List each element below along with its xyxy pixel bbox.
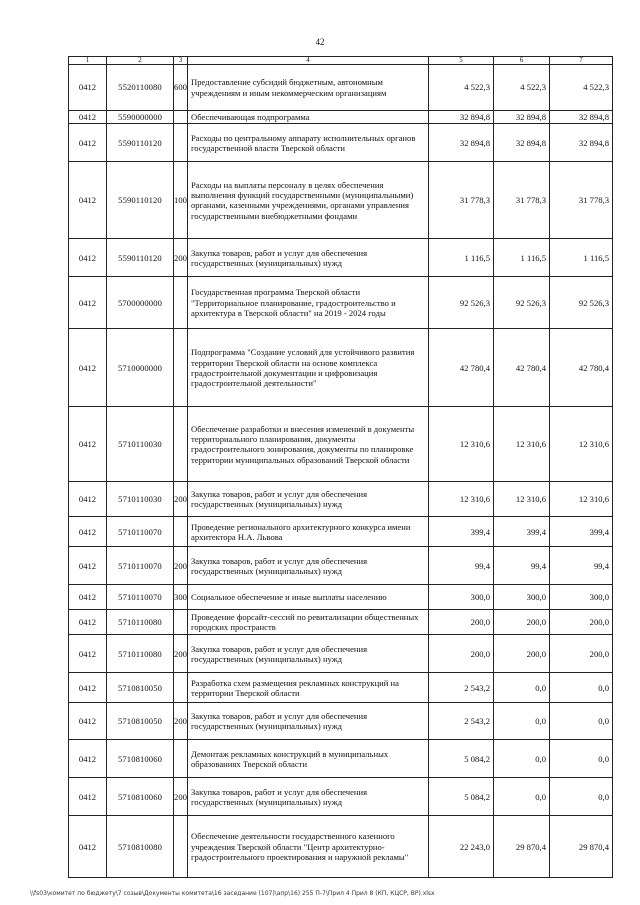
amount-col5-cell: 300,0 [429, 585, 494, 610]
expense-type-code-cell: 300 [174, 585, 188, 610]
header-cell-7: 7 [550, 57, 613, 65]
table-row [69, 407, 613, 482]
amount-col7-cell: 29 870,4 [550, 816, 613, 878]
header-cell-5: 5 [429, 57, 494, 65]
amount-col7-cell: 31 778,3 [550, 162, 613, 239]
amount-col5-cell: 200,0 [429, 610, 494, 635]
target-article-code-cell: 5710110070 [107, 547, 174, 585]
header-cell-4: 4 [188, 57, 429, 65]
amount-col5-cell: 92 526,3 [429, 277, 494, 329]
amount-col5-cell: 399,4 [429, 517, 494, 547]
expense-type-code-cell [174, 673, 188, 703]
section-code-cell: 0412 [69, 740, 107, 778]
amount-col6-cell: 32 894,8 [494, 124, 550, 162]
table-row [69, 635, 613, 673]
expense-type-code-cell: 200 [174, 547, 188, 585]
amount-col5-cell: 31 778,3 [429, 162, 494, 239]
amount-col6-cell: 32 894,8 [494, 111, 550, 124]
target-article-code-cell: 5590110120 [107, 239, 174, 277]
target-article-code-cell: 5700000000 [107, 277, 174, 329]
amount-col5-cell: 12 310,6 [429, 407, 494, 482]
target-article-code-cell: 5710110030 [107, 482, 174, 517]
target-article-code-cell: 5710000000 [107, 329, 174, 407]
amount-col6-cell: 0,0 [494, 673, 550, 703]
amount-col7-cell: 399,4 [550, 517, 613, 547]
item-name-cell: Закупка товаров, работ и услуг для обеспечения государственных (муниципальных) нужд [188, 482, 429, 517]
table-row [69, 610, 613, 635]
amount-col6-cell: 399,4 [494, 517, 550, 547]
section-code-cell: 0412 [69, 407, 107, 482]
amount-col7-cell: 92 526,3 [550, 277, 613, 329]
amount-col5-cell: 2 543,2 [429, 673, 494, 703]
section-code-cell: 0412 [69, 239, 107, 277]
amount-col6-cell: 31 778,3 [494, 162, 550, 239]
footer-file-path: \\fs03\комитет по бюджету\7 созыв\Документы комитета\16 заседание (107)\апр\16) 255 П-7\Прил 4 Прил 8 (КП, КЦСР, ВР).xlsx [30, 890, 435, 897]
section-code-cell: 0412 [69, 65, 107, 111]
target-article-code-cell: 5710810060 [107, 778, 174, 816]
amount-col7-cell: 0,0 [550, 778, 613, 816]
table-row [69, 517, 613, 547]
expense-type-code-cell [174, 277, 188, 329]
item-name-cell: Обеспечение разработки и внесения изменений в документы территориального планирования, документы градостроительного зонирования, документы по планировке территории муниципальных образований Тверской области [188, 407, 429, 482]
item-name-cell: Проведение регионального архитектурного конкурса имени архитектора Н.А. Львова [188, 517, 429, 547]
amount-col7-cell: 0,0 [550, 740, 613, 778]
amount-col6-cell: 0,0 [494, 778, 550, 816]
table-row [69, 673, 613, 703]
table-row [69, 740, 613, 778]
amount-col5-cell: 32 894,8 [429, 124, 494, 162]
header-cell-3: 3 [174, 57, 188, 65]
amount-col6-cell: 4 522,3 [494, 65, 550, 111]
amount-col7-cell: 200,0 [550, 610, 613, 635]
budget-table [68, 56, 613, 878]
amount-col5-cell: 32 894,8 [429, 111, 494, 124]
amount-col7-cell: 12 310,6 [550, 482, 613, 517]
amount-col7-cell: 32 894,8 [550, 124, 613, 162]
target-article-code-cell: 5710810060 [107, 740, 174, 778]
amount-col7-cell: 1 116,5 [550, 239, 613, 277]
item-name-cell: Предоставление субсидий бюджетным, автономным учреждениям и иным некоммерческим организациям [188, 65, 429, 111]
amount-col6-cell: 92 526,3 [494, 277, 550, 329]
section-code-cell: 0412 [69, 703, 107, 740]
amount-col6-cell: 99,4 [494, 547, 550, 585]
amount-col5-cell: 5 084,2 [429, 778, 494, 816]
target-article-code-cell: 5590110120 [107, 162, 174, 239]
item-name-cell: Обеспечивающая подпрограмма [188, 111, 429, 124]
table-row [69, 329, 613, 407]
amount-col5-cell: 200,0 [429, 635, 494, 673]
expense-type-code-cell [174, 111, 188, 124]
header-cell-1: 1 [69, 57, 107, 65]
section-code-cell: 0412 [69, 517, 107, 547]
target-article-code-cell: 5590000000 [107, 111, 174, 124]
amount-col7-cell: 99,4 [550, 547, 613, 585]
item-name-cell: Закупка товаров, работ и услуг для обеспечения государственных (муниципальных) нужд [188, 547, 429, 585]
expense-type-code-cell [174, 329, 188, 407]
expense-type-code-cell [174, 816, 188, 878]
item-name-cell: Расходы по центральному аппарату исполнительных органов государственной власти Тверской области [188, 124, 429, 162]
target-article-code-cell: 5710810050 [107, 703, 174, 740]
item-name-cell: Социальное обеспечение и иные выплаты населению [188, 585, 429, 610]
target-article-code-cell: 5710810080 [107, 816, 174, 878]
amount-col7-cell: 300,0 [550, 585, 613, 610]
amount-col5-cell: 1 116,5 [429, 239, 494, 277]
item-name-cell: Проведение форсайт-сессий по ревитализации общественных городских пространств [188, 610, 429, 635]
table-row [69, 778, 613, 816]
expense-type-code-cell: 600 [174, 65, 188, 111]
table-row [69, 585, 613, 610]
section-code-cell: 0412 [69, 124, 107, 162]
amount-col7-cell: 42 780,4 [550, 329, 613, 407]
section-code-cell: 0412 [69, 610, 107, 635]
amount-col5-cell: 99,4 [429, 547, 494, 585]
section-code-cell: 0412 [69, 547, 107, 585]
target-article-code-cell: 5590110120 [107, 124, 174, 162]
item-name-cell: Расходы на выплаты персоналу в целях обеспечения выполнения функций государственными (муниципальными) органами, казенными учреждениями, органами управления государственными внебюджетными фондами [188, 162, 429, 239]
section-code-cell: 0412 [69, 329, 107, 407]
table-row [69, 703, 613, 740]
item-name-cell: Закупка товаров, работ и услуг для обеспечения государственных (муниципальных) нужд [188, 703, 429, 740]
amount-col6-cell: 12 310,6 [494, 407, 550, 482]
expense-type-code-cell: 200 [174, 239, 188, 277]
amount-col5-cell: 2 543,2 [429, 703, 494, 740]
amount-col7-cell: 12 310,6 [550, 407, 613, 482]
section-code-cell: 0412 [69, 111, 107, 124]
section-code-cell: 0412 [69, 816, 107, 878]
expense-type-code-cell [174, 610, 188, 635]
amount-col6-cell: 200,0 [494, 610, 550, 635]
expense-type-code-cell [174, 740, 188, 778]
expense-type-code-cell [174, 517, 188, 547]
item-name-cell: Демонтаж рекламных конструкций в муниципальных образованиях Тверской области [188, 740, 429, 778]
expense-type-code-cell: 200 [174, 778, 188, 816]
amount-col6-cell: 42 780,4 [494, 329, 550, 407]
target-article-code-cell: 5710810050 [107, 673, 174, 703]
table-row [69, 239, 613, 277]
item-name-cell: Закупка товаров, работ и услуг для обеспечения государственных (муниципальных) нужд [188, 778, 429, 816]
section-code-cell: 0412 [69, 277, 107, 329]
amount-col5-cell: 4 522,3 [429, 65, 494, 111]
amount-col6-cell: 29 870,4 [494, 816, 550, 878]
amount-col6-cell: 300,0 [494, 585, 550, 610]
table-row [69, 547, 613, 585]
item-name-cell: Государственная программа Тверской области "Территориальное планирование, градостроительство и архитектура в Тверской области" на 2019 - 2024 годы [188, 277, 429, 329]
section-code-cell: 0412 [69, 635, 107, 673]
amount-col6-cell: 200,0 [494, 635, 550, 673]
amount-col7-cell: 200,0 [550, 635, 613, 673]
item-name-cell: Разработка схем размещения рекламных конструкций на территории Тверской области [188, 673, 429, 703]
amount-col5-cell: 22 243,0 [429, 816, 494, 878]
target-article-code-cell: 5520110080 [107, 65, 174, 111]
amount-col6-cell: 0,0 [494, 703, 550, 740]
amount-col5-cell: 12 310,6 [429, 482, 494, 517]
header-row [69, 57, 613, 65]
target-article-code-cell: 5710110080 [107, 610, 174, 635]
amount-col6-cell: 1 116,5 [494, 239, 550, 277]
section-code-cell: 0412 [69, 778, 107, 816]
target-article-code-cell: 5710110030 [107, 407, 174, 482]
expense-type-code-cell: 200 [174, 635, 188, 673]
header-cell-2: 2 [107, 57, 174, 65]
page-number: 42 [315, 37, 325, 47]
amount-col7-cell: 32 894,8 [550, 111, 613, 124]
section-code-cell: 0412 [69, 585, 107, 610]
expense-type-code-cell: 200 [174, 703, 188, 740]
amount-col7-cell: 0,0 [550, 673, 613, 703]
expense-type-code-cell: 100 [174, 162, 188, 239]
amount-col5-cell: 42 780,4 [429, 329, 494, 407]
expense-type-code-cell [174, 407, 188, 482]
header-cell-6: 6 [494, 57, 550, 65]
amount-col6-cell: 12 310,6 [494, 482, 550, 517]
table-row [69, 162, 613, 239]
amount-col7-cell: 4 522,3 [550, 65, 613, 111]
table-row [69, 816, 613, 878]
table-row [69, 124, 613, 162]
section-code-cell: 0412 [69, 482, 107, 517]
amount-col6-cell: 0,0 [494, 740, 550, 778]
table-row [69, 277, 613, 329]
target-article-code-cell: 5710110080 [107, 635, 174, 673]
target-article-code-cell: 5710110070 [107, 517, 174, 547]
item-name-cell: Обеспечение деятельности государственного казенного учреждения Тверской области "Центр архитектурно-градостроительного проектирования и наружной рекламы" [188, 816, 429, 878]
expense-type-code-cell [174, 124, 188, 162]
section-code-cell: 0412 [69, 162, 107, 239]
section-code-cell: 0412 [69, 673, 107, 703]
table-row [69, 482, 613, 517]
amount-col7-cell: 0,0 [550, 703, 613, 740]
item-name-cell: Закупка товаров, работ и услуг для обеспечения государственных (муниципальных) нужд [188, 635, 429, 673]
amount-col5-cell: 5 084,2 [429, 740, 494, 778]
target-article-code-cell: 5710110070 [107, 585, 174, 610]
item-name-cell: Подпрограмма "Создание условий для устойчивого развития территории Тверской области на основе комплекса градостроительной документации и цифровизация градостроительной деятельности" [188, 329, 429, 407]
item-name-cell: Закупка товаров, работ и услуг для обеспечения государственных (муниципальных) нужд [188, 239, 429, 277]
expense-type-code-cell: 200 [174, 482, 188, 517]
table-row [69, 111, 613, 124]
table-row [69, 65, 613, 111]
